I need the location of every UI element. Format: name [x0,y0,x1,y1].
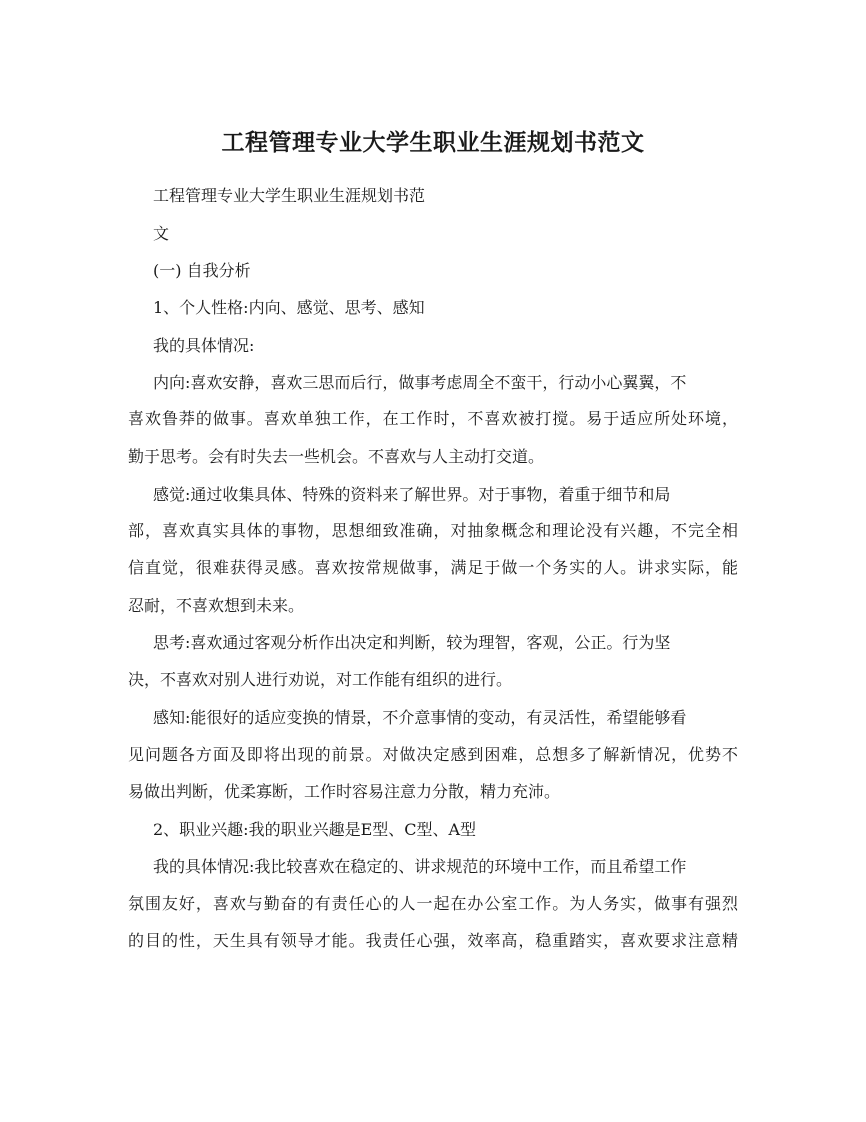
text-line: 内向:喜欢安静，喜欢三思而后行，做事考虑周全不蛮干，行动小心翼翼，不 [153,373,687,392]
text-line: 工程管理专业大学生职业生涯规划书范 [153,186,426,205]
text-line: 忍耐，不喜欢想到未来。 [128,596,305,615]
text-line: 见问题各方面及即将出现的前景。对做决定感到困难，总想多了解新情况，优势不 [128,745,738,764]
text-line: 感知:能很好的适应变换的情景，不介意事情的变动，有灵活性，希望能够看 [153,708,687,727]
text-line: 部，喜欢真实具体的事物，思想细致准确，对抽象概念和理论没有兴趣，不完全相 [128,521,738,540]
document-title: 工程管理专业大学生职业生涯规划书范文 [221,129,645,156]
text-line: 喜欢鲁莽的做事。喜欢单独工作，在工作时，不喜欢被打搅。易于适应所处环境， [128,409,738,428]
text-line: 感觉:通过收集具体、特殊的资料来了解世界。对于事物，着重于细节和局 [153,485,671,504]
text-line: 我的具体情况: [153,336,255,355]
text-line: 易做出判断，优柔寡断，工作时容易注意力分散，精力充沛。 [128,782,561,801]
subsection-heading: 2、职业兴趣:我的职业兴趣是E型、C型、A型 [153,820,477,839]
text-line: 氛围友好，喜欢与勤奋的有责任心的人一起在办公室工作。为人务实，做事有强烈 [128,894,738,913]
subsection-heading: 1、个人性格:内向、感觉、思考、感知 [153,298,425,317]
text-line: 的目的性，天生具有领导才能。我责任心强，效率高，稳重踏实，喜欢要求注意精 [128,931,738,950]
section-heading: (一) 自我分析 [153,261,251,280]
text-line: 文 [153,224,170,243]
text-line: 思考:喜欢通过客观分析作出决定和判断，较为理智，客观，公正。行为坚 [153,633,671,652]
text-line: 信直觉，很难获得灵感。喜欢按常规做事，满足于做一个务实的人。讲求实际，能 [128,558,738,577]
text-line: 勤于思考。会有时失去一些机会。不喜欢与人主动打交道。 [128,447,545,466]
text-line: 决，不喜欢对别人进行劝说，对工作能有组织的进行。 [128,670,513,689]
text-line: 我的具体情况:我比较喜欢在稳定的、讲求规范的环境中工作，而且希望工作 [153,857,687,876]
